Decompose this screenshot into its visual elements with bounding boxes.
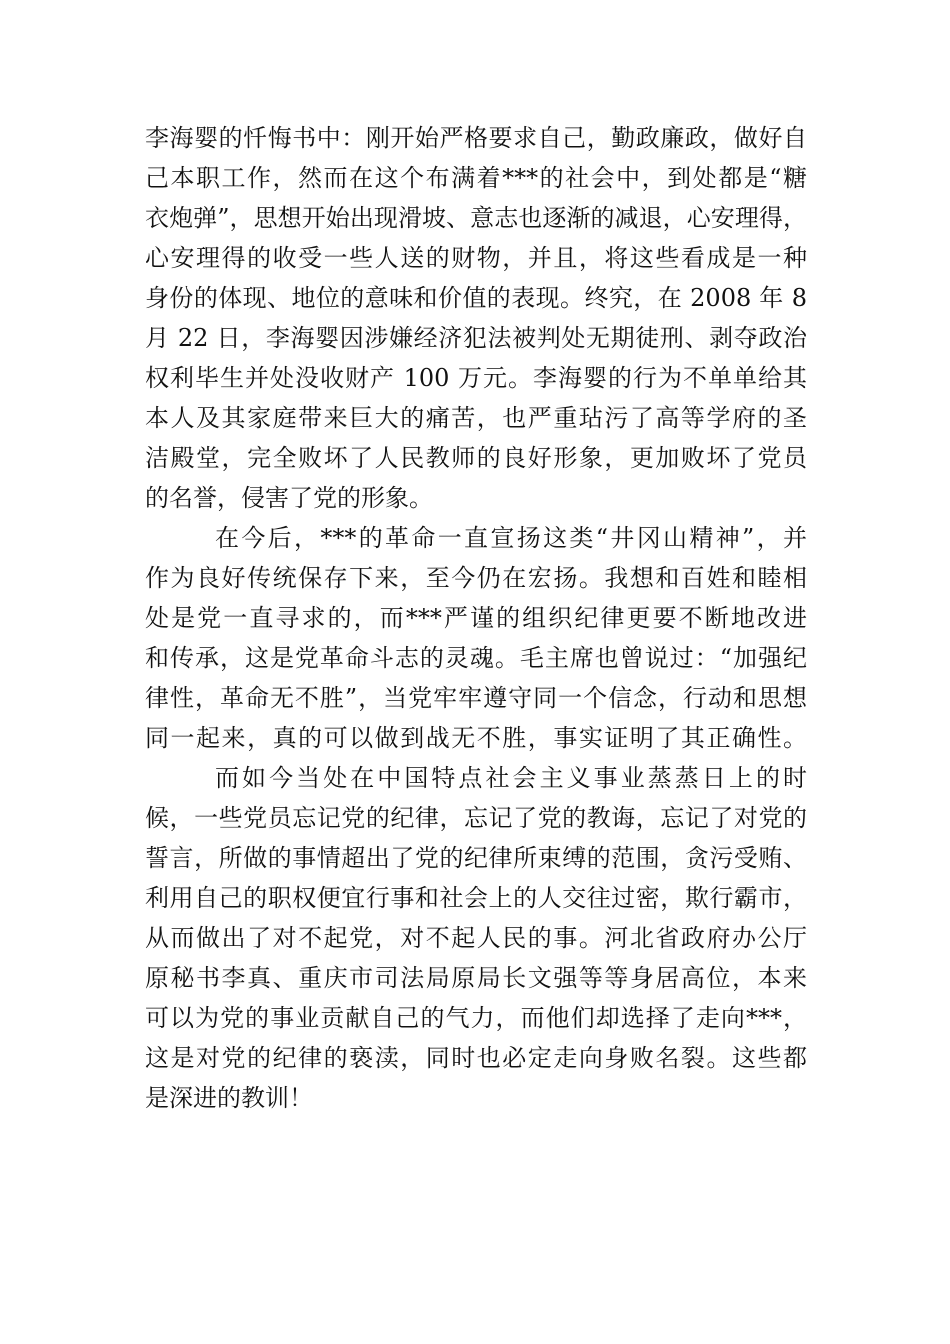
text-line: 身份的体现、地位的意味和价值的表现。终究，在 2008 年 8 [145, 284, 807, 312]
text-line: 权利毕生并处没收财产 100 万元。李海婴的行为不单单给其 [145, 364, 807, 392]
text-line: 本人及其家庭带来巨大的痛苦，也严重玷污了高等学府的圣 [145, 404, 807, 432]
text-line: 而如今当处在中国特点社会主义事业蒸蒸日上的时 [215, 764, 807, 792]
text-line: 是深进的教训！ [145, 1084, 313, 1112]
text-line: 在今后，***的革命一直宣扬这类“井冈山精神”，并 [215, 524, 807, 552]
text-line: 候，一些党员忘记党的纪律，忘记了党的教诲，忘记了对党的 [145, 804, 807, 832]
text-line: 从而做出了对不起党，对不起人民的事。河北省政府办公厅 [145, 924, 807, 952]
text-line: 己本职工作，然而在这个布满着***的社会中，到处都是“糖 [145, 164, 807, 192]
text-line: 誓言，所做的事情超出了党的纪律所束缚的范围，贪污受贿、 [145, 844, 807, 872]
text-line: 月 22 日，李海婴因涉嫌经济犯法被判处无期徒刑、剥夺政治 [145, 324, 807, 352]
text-line: 心安理得的收受一些人送的财物，并且，将这些看成是一种 [145, 244, 807, 272]
text-line: 处是党一直寻求的，而***严谨的组织纪律更要不断地改进 [145, 604, 807, 632]
text-line: 和传承，这是党革命斗志的灵魂。毛主席也曾说过：“加强纪 [145, 644, 807, 672]
text-line: 可以为党的事业贡献自己的气力，而他们却选择了走向***， [145, 1004, 807, 1032]
text-line: 衣炮弹”，思想开始出现滑坡、意志也逐渐的减退，心安理得， [145, 204, 807, 232]
text-line: 律性，革命无不胜”，当党牢牢遵守同一个信念，行动和思想 [145, 684, 807, 712]
text-line: 原秘书李真、重庆市司法局原局长文强等等身居高位，本来 [145, 964, 807, 992]
text-line: 作为良好传统保存下来，至今仍在宏扬。我想和百姓和睦相 [145, 564, 807, 592]
text-line: 这是对党的纪律的亵渎，同时也必定走向身败名裂。这些都 [145, 1044, 807, 1072]
text-line: 同一起来，真的可以做到战无不胜，事实证明了其正确性。 [145, 724, 807, 752]
text-line: 利用自己的职权便宜行事和社会上的人交往过密，欺行霸市， [145, 884, 807, 912]
text-line: 的名誉，侵害了党的形象。 [145, 484, 433, 512]
text-line: 洁殿堂，完全败坏了人民教师的良好形象，更加败坏了党员 [145, 444, 807, 472]
text-line: 李海婴的忏悔书中：刚开始严格要求自己，勤政廉政，做好自 [145, 124, 807, 152]
